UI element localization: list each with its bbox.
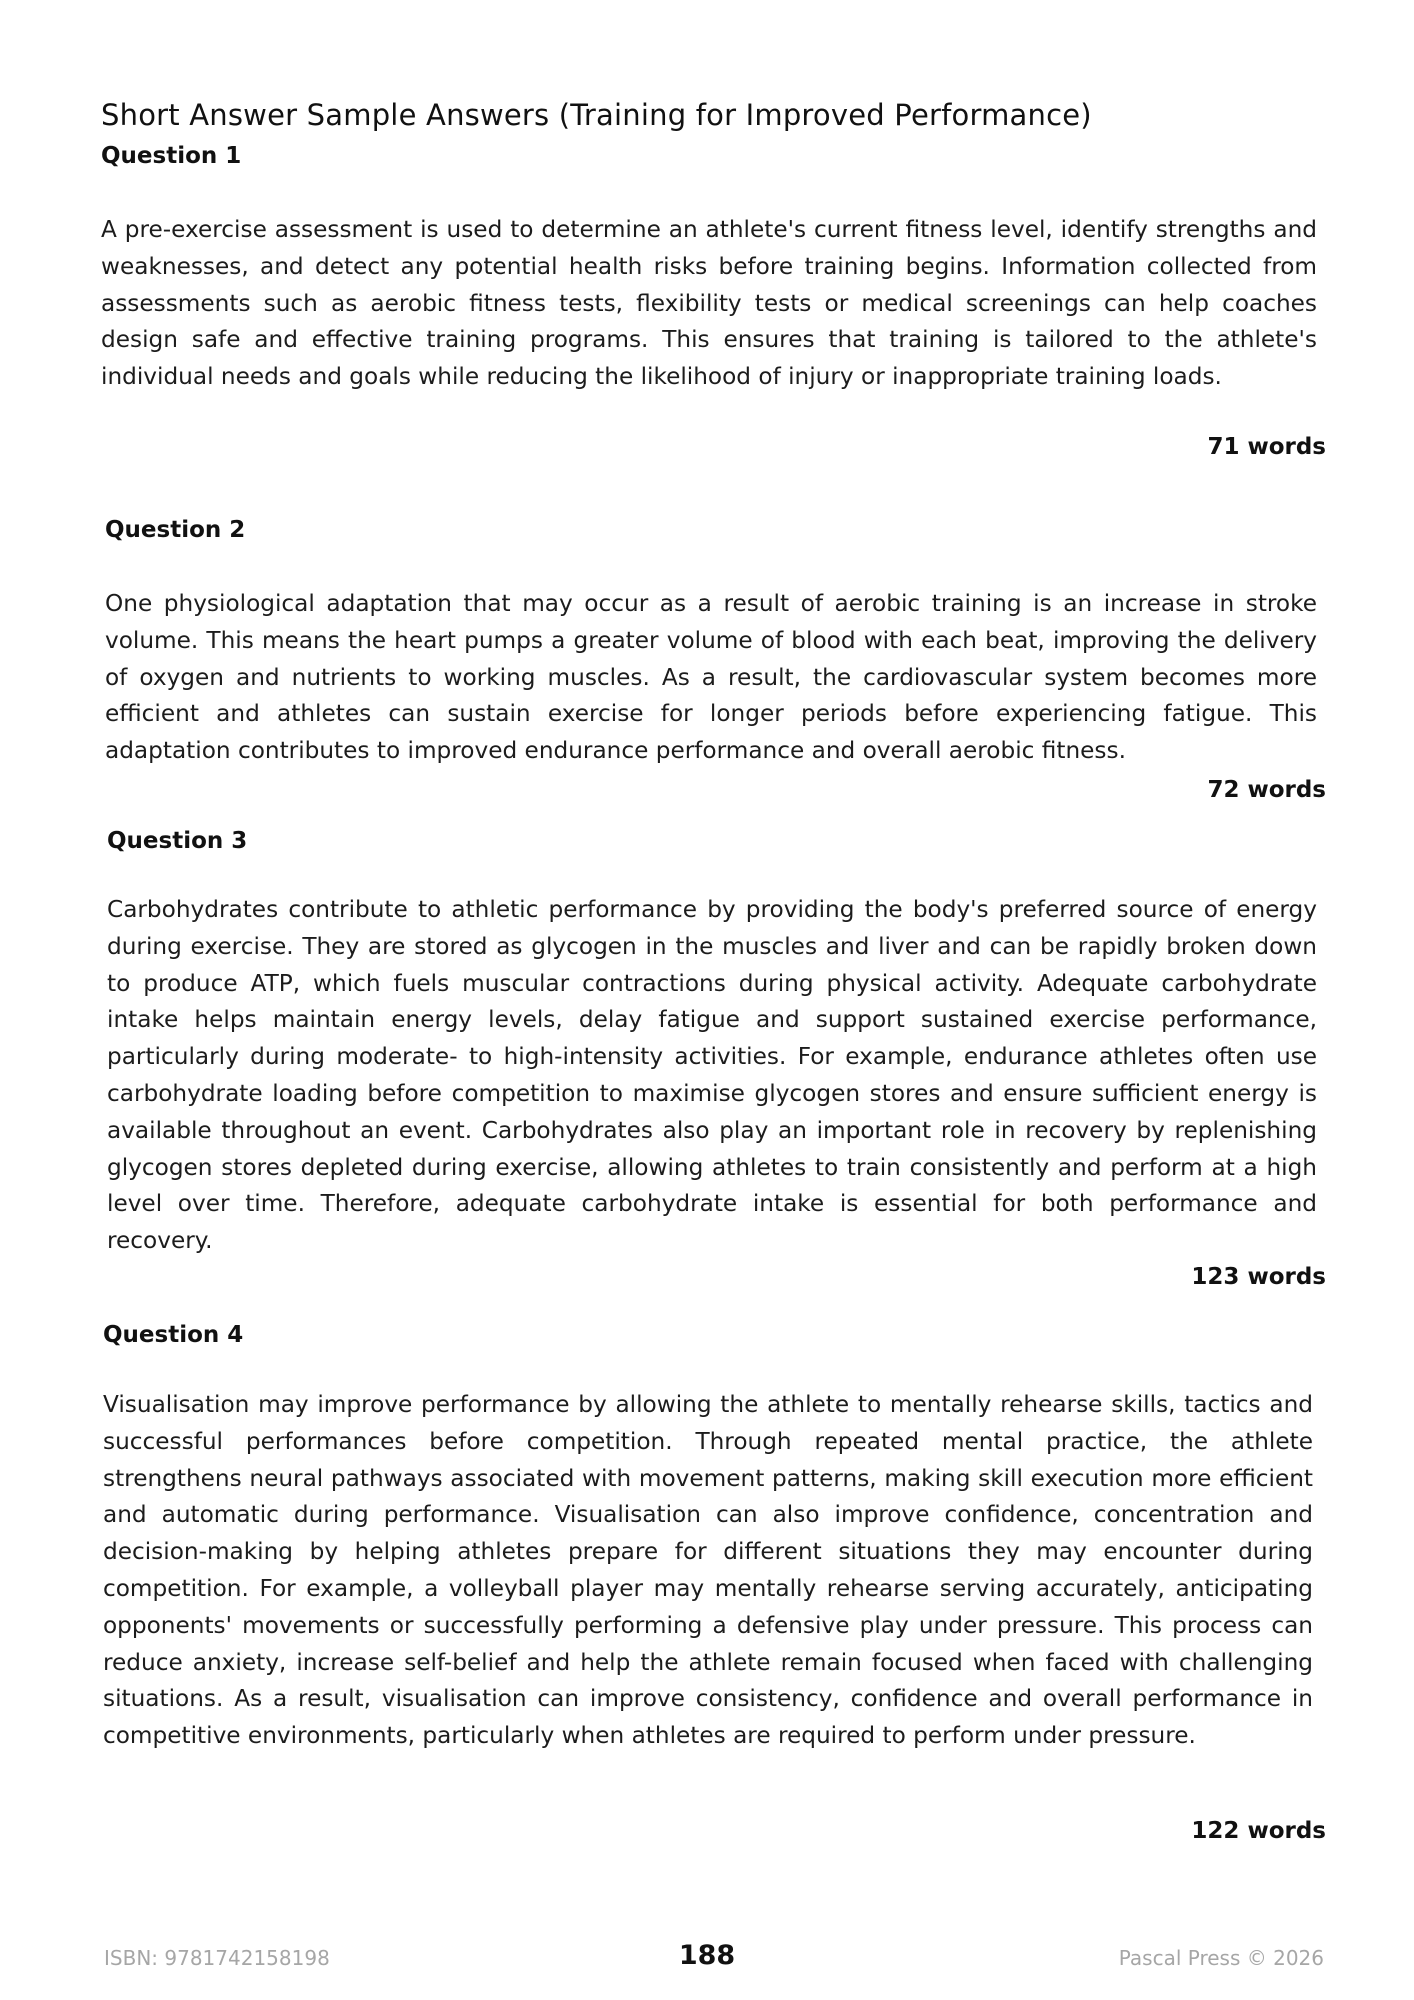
question-3-answer: Carbohydrates contribute to athletic performance by providing the body's preferred source of energy during exercise. They are stored as glycogen in the muscles and liver and can be rapidly broken down to produce ATP, which fuels muscular contractions during physical activity. Adequate carbohydrate intake helps maintain energy levels, delay fatigue and support sustained exercise performance, particularly during moderate- to high-intensity activities. For example, endurance athletes often use carbohydrate loading before competition to maximise glycogen stores and ensure sufficient energy is available throughout an event. Carbohydrates also play an important role in recovery by replenishing glycogen stores depleted during exercise, allowing athletes to train consistently and perform at a high level over time. Therefore, adequate carbohydrate intake is essential for both performance and recovery.	[107, 896, 1317, 1255]
page-title: Short Answer Sample Answers (Training for Improved Performance)	[101, 98, 1092, 132]
question-2-heading: Question 2	[105, 517, 246, 543]
question-2-answer: One physiological adaptation that may occur as a result of aerobic training is an increase in stroke volume. This means the heart pumps a greater volume of blood with each beat, improving the delivery of oxygen and nutrients to working muscles. As a result, the cardiovascular system becomes more efficient and athletes can sustain exercise for longer periods before experiencing fatigue. This adaptation contributes to improved endurance performance and overall aerobic fitness.	[105, 590, 1317, 765]
question-4-word-count: 122 words	[1191, 1818, 1326, 1844]
question-1-word-count: 71 words	[1207, 434, 1326, 460]
question-2-word-count: 72 words	[1207, 777, 1326, 803]
question-1-heading: Question 1	[101, 143, 242, 169]
question-3-heading: Question 3	[107, 828, 248, 854]
footer-copyright: Pascal Press © 2026	[1118, 1946, 1324, 1970]
footer-isbn: ISBN: 9781742158198	[104, 1946, 330, 1970]
question-4-answer: Visualisation may improve performance by allowing the athlete to mentally rehearse skills, tactics and successful performances before competition. Through repeated mental practice, the athlete strengthens neural pathways associated with movement patterns, making skill execution more efficient and automatic during performance. Visualisation can also improve confidence, concentration and decision-making by helping athletes prepare for different situations they may encounter during competition. For example, a volleyball player may mentally rehearse serving accurately, anticipating opponents' movements or successfully performing a defensive play under pressure. This process can reduce anxiety, increase self-belief and help the athlete remain focused when faced with challenging situations. As a result, visualisation can improve consistency, confidence and overall performance in competitive environments, particularly when athletes are required to perform under pressure.	[103, 1391, 1313, 1750]
question-1-answer: A pre-exercise assessment is used to determine an athlete's current fitness level, identify strengths and weaknesses, and detect any potential health risks before training begins. Information collected from assessments such as aerobic fitness tests, flexibility tests or medical screenings can help coaches design safe and effective training programs. This ensures that training is tailored to the athlete's individual needs and goals while reducing the likelihood of injury or inappropriate training loads.	[101, 216, 1317, 391]
question-3-word-count: 123 words	[1191, 1264, 1326, 1290]
question-4-heading: Question 4	[103, 1322, 244, 1348]
footer-page-number: 188	[678, 1940, 736, 1971]
